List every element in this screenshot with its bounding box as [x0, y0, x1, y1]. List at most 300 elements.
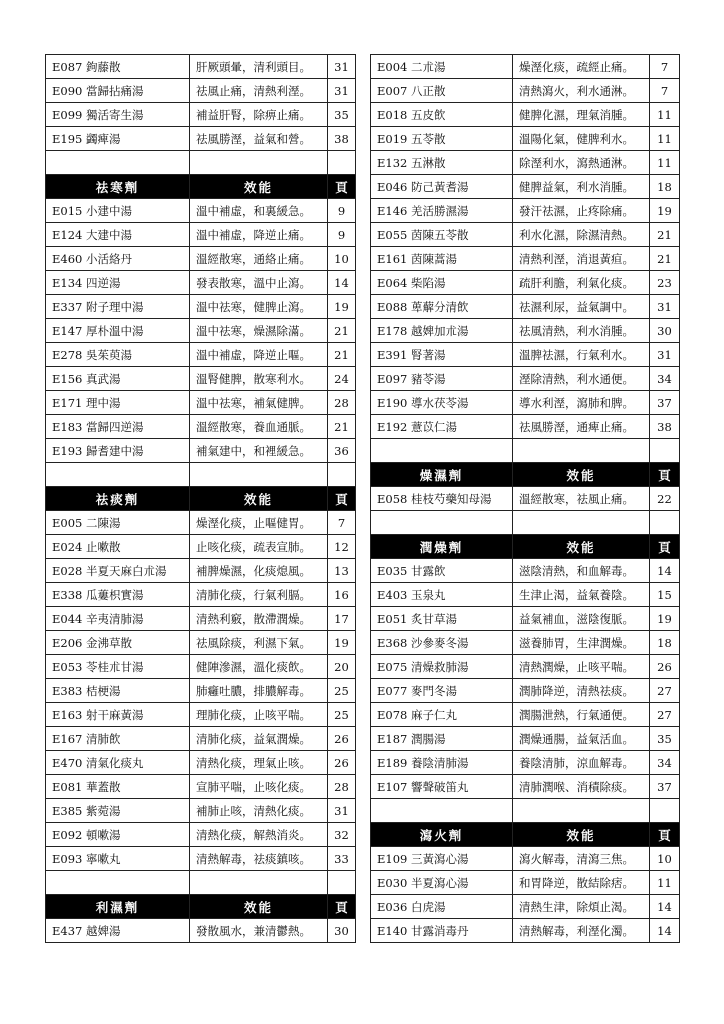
formula-effect: 溫中祛寒，燥濕除滿。: [190, 319, 328, 343]
page-number: 22: [650, 487, 680, 511]
formula-effect: 發表散寒，溫中止瀉。: [190, 271, 328, 295]
page-number: 34: [650, 751, 680, 775]
formula-name: E147 厚朴溫中湯: [46, 319, 190, 343]
page-column-header: 頁: [650, 463, 680, 487]
empty-cell: [650, 439, 680, 463]
blank-row: [371, 799, 680, 823]
formula-effect: 燥溼化痰，疏經止痛。: [513, 55, 650, 79]
formula-row: [46, 775, 356, 799]
formula-name: E055 茵陳五苓散: [371, 223, 513, 247]
formula-name: E132 五淋散: [371, 151, 513, 175]
effect-column-header: 效能: [513, 463, 650, 487]
formula-effect: 溫中祛寒，健脾止瀉。: [190, 295, 328, 319]
empty-cell: [190, 871, 328, 895]
empty-cell: [46, 871, 190, 895]
formula-row: [371, 103, 680, 127]
formula-row: [371, 319, 680, 343]
formula-row: [371, 919, 680, 943]
page-number: 30: [650, 319, 680, 343]
page-number: 25: [328, 679, 356, 703]
page-number: 23: [650, 271, 680, 295]
empty-cell: [190, 151, 328, 175]
category-title: 祛寒劑: [46, 175, 190, 199]
empty-cell: [328, 151, 356, 175]
page-number: 27: [650, 703, 680, 727]
formula-name: E134 四逆湯: [46, 271, 190, 295]
formula-effect: 清熱利竅，散滯潤燥。: [190, 607, 328, 631]
formula-row: [46, 559, 356, 583]
formula-row: [371, 55, 680, 79]
page-column-header: 頁: [650, 823, 680, 847]
formula-name: E007 八正散: [371, 79, 513, 103]
blank-row: [46, 151, 356, 175]
page-number: 10: [650, 847, 680, 871]
empty-cell: [513, 799, 650, 823]
empty-cell: [46, 151, 190, 175]
page-number: 11: [650, 127, 680, 151]
page-number: 11: [650, 871, 680, 895]
formula-row: [46, 103, 356, 127]
category-header-row: [371, 823, 680, 847]
page-number: 24: [328, 367, 356, 391]
page-number: 19: [328, 631, 356, 655]
empty-cell: [328, 871, 356, 895]
category-header-row: [46, 487, 356, 511]
formula-effect: 清肺潤喉、消積除痰。: [513, 775, 650, 799]
category-header-row: [46, 175, 356, 199]
page-number: 31: [328, 55, 356, 79]
formula-effect: 補肺止咳，清熱化痰。: [190, 799, 328, 823]
page-number: 19: [650, 199, 680, 223]
page-number: 21: [328, 343, 356, 367]
formula-row: [371, 127, 680, 151]
formula-row: [371, 871, 680, 895]
page-number: 7: [328, 511, 356, 535]
formula-name: E005 二陳湯: [46, 511, 190, 535]
formula-row: [46, 439, 356, 463]
formula-row: [46, 247, 356, 271]
formula-name: E028 半夏天麻白朮湯: [46, 559, 190, 583]
formula-name: E278 吳茱萸湯: [46, 343, 190, 367]
formula-row: [371, 79, 680, 103]
formula-row: [46, 319, 356, 343]
formula-row: [46, 535, 356, 559]
formula-index-table-left: [45, 54, 356, 943]
formula-name: E077 麥門冬湯: [371, 679, 513, 703]
formula-row: [46, 703, 356, 727]
effect-column-header: 效能: [513, 535, 650, 559]
page-number: 35: [650, 727, 680, 751]
formula-effect: 健脾化濕，理氣消腫。: [513, 103, 650, 127]
page-number: 21: [650, 223, 680, 247]
formula-name: E090 當歸拈痛湯: [46, 79, 190, 103]
category-title: 瀉火劑: [371, 823, 513, 847]
formula-name: E075 清燥救肺湯: [371, 655, 513, 679]
page-number: 28: [328, 775, 356, 799]
formula-effect: 清熱化痰，理氣止咳。: [190, 751, 328, 775]
formula-name: E018 五皮飲: [371, 103, 513, 127]
page-number: 32: [328, 823, 356, 847]
page-number: 15: [650, 583, 680, 607]
formula-name: E109 三黃瀉心湯: [371, 847, 513, 871]
page-column-header: 頁: [328, 175, 356, 199]
formula-name: E124 大建中湯: [46, 223, 190, 247]
formula-effect: 潤肺降逆，清熱祛痰。: [513, 679, 650, 703]
formula-effect: 肺癰吐膿，排膿解毒。: [190, 679, 328, 703]
empty-cell: [513, 439, 650, 463]
formula-effect: 燥溼化痰，止嘔健胃。: [190, 511, 328, 535]
category-header-row: [371, 463, 680, 487]
formula-name: E437 越婢湯: [46, 919, 190, 943]
formula-name: E053 苓桂朮甘湯: [46, 655, 190, 679]
formula-effect: 補脾燥濕，化痰熄風。: [190, 559, 328, 583]
formula-name: E156 真武湯: [46, 367, 190, 391]
formula-row: [371, 679, 680, 703]
formula-effect: 導水利溼，瀉肺和脾。: [513, 391, 650, 415]
formula-row: [371, 775, 680, 799]
formula-effect: 祛風勝溼，益氣和營。: [190, 127, 328, 151]
formula-row: [371, 559, 680, 583]
formula-name: E190 導水茯苓湯: [371, 391, 513, 415]
formula-row: [371, 703, 680, 727]
formula-effect: 健脾益氣，利水消腫。: [513, 175, 650, 199]
formula-name: E391 腎著湯: [371, 343, 513, 367]
page-number: 26: [328, 727, 356, 751]
formula-row: [371, 391, 680, 415]
formula-row: [371, 175, 680, 199]
empty-cell: [328, 463, 356, 487]
formula-row: [46, 679, 356, 703]
formula-row: [46, 823, 356, 847]
page-number: 21: [328, 415, 356, 439]
formula-effect: 肝厥頭暈，清利頭目。: [190, 55, 328, 79]
formula-row: [46, 655, 356, 679]
formula-name: E092 頓嗽湯: [46, 823, 190, 847]
formula-name: E093 寧嗽丸: [46, 847, 190, 871]
formula-name: E019 五苓散: [371, 127, 513, 151]
formula-name: E470 清氣化痰丸: [46, 751, 190, 775]
formula-effect: 溫經散寒，祛風止痛。: [513, 487, 650, 511]
page-column-header: 頁: [650, 535, 680, 559]
formula-effect: 益氣補血，滋陰復脈。: [513, 607, 650, 631]
formula-effect: 清熱利溼，消退黃疸。: [513, 247, 650, 271]
formula-row: [371, 415, 680, 439]
formula-row: [371, 199, 680, 223]
formula-row: [46, 607, 356, 631]
formula-effect: 潤腸泄熱，行氣通便。: [513, 703, 650, 727]
formula-name: E167 清肺飲: [46, 727, 190, 751]
formula-effect: 滋養肺胃，生津潤燥。: [513, 631, 650, 655]
formula-effect: 祛風清熱，利水消腫。: [513, 319, 650, 343]
formula-row: [371, 607, 680, 631]
page-number: 21: [328, 319, 356, 343]
formula-effect: 清肺化痰，益氣潤燥。: [190, 727, 328, 751]
formula-row: [371, 895, 680, 919]
formula-effect: 養陰清肺，涼血解毒。: [513, 751, 650, 775]
formula-name: E078 麻子仁丸: [371, 703, 513, 727]
page-number: 26: [650, 655, 680, 679]
formula-name: E081 華蓋散: [46, 775, 190, 799]
formula-index-table-right: [370, 54, 680, 943]
formula-effect: 溫脾祛濕，行氣利水。: [513, 343, 650, 367]
formula-effect: 溼除清熱，利水通便。: [513, 367, 650, 391]
formula-effect: 溫經散寒，養血通脈。: [190, 415, 328, 439]
formula-row: [371, 151, 680, 175]
category-title: 利濕劑: [46, 895, 190, 919]
formula-name: E099 獨活寄生湯: [46, 103, 190, 127]
effect-column-header: 效能: [190, 175, 328, 199]
formula-row: [46, 391, 356, 415]
category-header-row: [46, 895, 356, 919]
empty-cell: [650, 799, 680, 823]
formula-name: E338 瓜蔞枳實湯: [46, 583, 190, 607]
formula-name: E385 紫菀湯: [46, 799, 190, 823]
formula-effect: 清熱生津，除煩止渴。: [513, 895, 650, 919]
page-number: 30: [328, 919, 356, 943]
formula-row: [371, 223, 680, 247]
formula-effect: 祛濕利尿，益氣調中。: [513, 295, 650, 319]
page-column-header: 頁: [328, 487, 356, 511]
empty-cell: [46, 463, 190, 487]
formula-name: E035 甘露飲: [371, 559, 513, 583]
formula-name: E195 蠲痺湯: [46, 127, 190, 151]
page-number: 31: [650, 295, 680, 319]
formula-name: E030 半夏瀉心湯: [371, 871, 513, 895]
category-title: 燥濕劑: [371, 463, 513, 487]
page-number: 14: [650, 895, 680, 919]
formula-name: E183 當歸四逆湯: [46, 415, 190, 439]
page-number: 33: [328, 847, 356, 871]
formula-name: E163 射干麻黃湯: [46, 703, 190, 727]
formula-row: [371, 751, 680, 775]
formula-row: [371, 655, 680, 679]
formula-effect: 潤燥通腸，益氣活血。: [513, 727, 650, 751]
formula-name: E161 茵陳蒿湯: [371, 247, 513, 271]
formula-effect: 溫中補虛，降逆止痛。: [190, 223, 328, 247]
effect-column-header: 效能: [513, 823, 650, 847]
page-number: 11: [650, 103, 680, 127]
formula-row: [46, 919, 356, 943]
formula-name: E337 附子理中湯: [46, 295, 190, 319]
formula-row: [46, 367, 356, 391]
formula-effect: 清熱潤燥，止咳平喘。: [513, 655, 650, 679]
formula-effect: 祛風勝溼，通痺止痛。: [513, 415, 650, 439]
formula-effect: 健陣滲濕，溫化痰飲。: [190, 655, 328, 679]
formula-row: [371, 847, 680, 871]
category-title: 祛痰劑: [46, 487, 190, 511]
formula-row: [46, 751, 356, 775]
formula-name: E015 小建中湯: [46, 199, 190, 223]
page-number: 26: [328, 751, 356, 775]
formula-name: E140 甘露消毒丹: [371, 919, 513, 943]
formula-name: E087 鉤藤散: [46, 55, 190, 79]
formula-effect: 清熱瀉火，利水通淋。: [513, 79, 650, 103]
category-header-row: [371, 535, 680, 559]
formula-name: E051 炙甘草湯: [371, 607, 513, 631]
formula-row: [46, 583, 356, 607]
formula-row: [371, 631, 680, 655]
formula-effect: 清熱化痰，解熱消炎。: [190, 823, 328, 847]
formula-effect: 瀉火解毒，清瀉三焦。: [513, 847, 650, 871]
formula-effect: 宣肺平喘，止咳化痰。: [190, 775, 328, 799]
page-number: 14: [328, 271, 356, 295]
formula-name: E024 止嗽散: [46, 535, 190, 559]
formula-effect: 和胃降逆，散結除痞。: [513, 871, 650, 895]
formula-row: [371, 583, 680, 607]
formula-name: E171 理中湯: [46, 391, 190, 415]
page-number: 19: [650, 607, 680, 631]
page-number: 12: [328, 535, 356, 559]
formula-row: [371, 727, 680, 751]
empty-cell: [371, 799, 513, 823]
formula-name: E460 小活絡丹: [46, 247, 190, 271]
page-number: 31: [328, 799, 356, 823]
formula-row: [46, 55, 356, 79]
formula-row: [46, 799, 356, 823]
formula-name: E107 響聲破笛丸: [371, 775, 513, 799]
page-number: 37: [650, 775, 680, 799]
page-number: 14: [650, 919, 680, 943]
formula-effect: 溫中補虛，降逆止嘔。: [190, 343, 328, 367]
formula-row: [46, 847, 356, 871]
formula-effect: 滋陰清熱，和血解毒。: [513, 559, 650, 583]
formula-row: [46, 271, 356, 295]
page-column-header: 頁: [328, 895, 356, 919]
page-number: 14: [650, 559, 680, 583]
formula-row: [371, 295, 680, 319]
empty-cell: [650, 511, 680, 535]
formula-effect: 清熱解毒，利溼化濁。: [513, 919, 650, 943]
page-number: 19: [328, 295, 356, 319]
page-number: 9: [328, 223, 356, 247]
formula-name: E403 玉泉丸: [371, 583, 513, 607]
formula-name: E064 柴陷湯: [371, 271, 513, 295]
page-number: 38: [328, 127, 356, 151]
formula-effect: 發汗祛濕，止疼除痛。: [513, 199, 650, 223]
formula-effect: 祛風止痛，清熱利溼。: [190, 79, 328, 103]
formula-row: [371, 343, 680, 367]
page-number: 25: [328, 703, 356, 727]
formula-name: E058 桂枝芍藥知母湯: [371, 487, 513, 511]
blank-row: [46, 871, 356, 895]
formula-effect: 生津止渴，益氣養陰。: [513, 583, 650, 607]
page-number: 34: [650, 367, 680, 391]
formula-row: [46, 223, 356, 247]
page-number: 18: [650, 175, 680, 199]
formula-effect: 溫經散寒，通絡止痛。: [190, 247, 328, 271]
page-number: 36: [328, 439, 356, 463]
formula-name: E193 歸耆建中湯: [46, 439, 190, 463]
empty-cell: [190, 463, 328, 487]
formula-name: E187 潤腸湯: [371, 727, 513, 751]
formula-row: [371, 247, 680, 271]
formula-name: E046 防己黃耆湯: [371, 175, 513, 199]
category-title: 潤燥劑: [371, 535, 513, 559]
left-column: [45, 54, 356, 943]
formula-name: E036 白虎湯: [371, 895, 513, 919]
empty-cell: [371, 511, 513, 535]
formula-effect: 溫中祛寒，補氣健脾。: [190, 391, 328, 415]
formula-row: [46, 631, 356, 655]
page-number: 17: [328, 607, 356, 631]
page-number: 7: [650, 79, 680, 103]
formula-name: E097 豬苓湯: [371, 367, 513, 391]
page-number: 28: [328, 391, 356, 415]
page-number: 31: [650, 343, 680, 367]
page-number: 21: [650, 247, 680, 271]
formula-name: E192 薏苡仁湯: [371, 415, 513, 439]
formula-row: [46, 79, 356, 103]
formula-effect: 清熱解毒，祛痰鎮咳。: [190, 847, 328, 871]
formula-effect: 利水化濕，除濕清熱。: [513, 223, 650, 247]
formula-name: E088 萆薢分清飲: [371, 295, 513, 319]
formula-effect: 止咳化痰，疏表宣肺。: [190, 535, 328, 559]
page-number: 27: [650, 679, 680, 703]
formula-effect: 補氣建中，和裡緩急。: [190, 439, 328, 463]
formula-name: E383 桔梗湯: [46, 679, 190, 703]
formula-effect: 除溼利水，瀉熱通淋。: [513, 151, 650, 175]
page-number: 9: [328, 199, 356, 223]
effect-column-header: 效能: [190, 895, 328, 919]
formula-effect: 疏肝利膽，利氣化痰。: [513, 271, 650, 295]
formula-row: [46, 727, 356, 751]
page-number: 20: [328, 655, 356, 679]
formula-row: [46, 415, 356, 439]
formula-effect: 溫陽化氣，健脾利水。: [513, 127, 650, 151]
empty-cell: [513, 511, 650, 535]
formula-effect: 清肺化痰，行氣利膈。: [190, 583, 328, 607]
formula-row: [371, 271, 680, 295]
formula-effect: 祛風除痰，利濕下氣。: [190, 631, 328, 655]
formula-row: [46, 127, 356, 151]
formula-row: [46, 295, 356, 319]
formula-effect: 溫腎健脾，散寒利水。: [190, 367, 328, 391]
empty-cell: [371, 439, 513, 463]
formula-row: [371, 487, 680, 511]
formula-row: [46, 343, 356, 367]
page-number: 18: [650, 631, 680, 655]
formula-effect: 理肺化痰，止咳平喘。: [190, 703, 328, 727]
blank-row: [371, 511, 680, 535]
formula-name: E146 羌活勝濕湯: [371, 199, 513, 223]
formula-effect: 發散風水，兼清鬱熱。: [190, 919, 328, 943]
formula-row: [46, 199, 356, 223]
right-column: [370, 54, 680, 943]
page-number: 10: [328, 247, 356, 271]
page-number: 38: [650, 415, 680, 439]
effect-column-header: 效能: [190, 487, 328, 511]
formula-name: E178 越婢加朮湯: [371, 319, 513, 343]
page-number: 16: [328, 583, 356, 607]
blank-row: [371, 439, 680, 463]
formula-row: [46, 511, 356, 535]
formula-name: E189 養陰清肺湯: [371, 751, 513, 775]
formula-name: E206 金沸草散: [46, 631, 190, 655]
page-number: 35: [328, 103, 356, 127]
page-number: 31: [328, 79, 356, 103]
page-number: 11: [650, 151, 680, 175]
formula-name: E368 沙參麥冬湯: [371, 631, 513, 655]
formula-effect: 溫中補虛，和裏緩急。: [190, 199, 328, 223]
blank-row: [46, 463, 356, 487]
formula-name: E044 辛夷清肺湯: [46, 607, 190, 631]
formula-name: E004 二朮湯: [371, 55, 513, 79]
page-number: 13: [328, 559, 356, 583]
page-number: 37: [650, 391, 680, 415]
formula-effect: 補益肝腎，除痹止痛。: [190, 103, 328, 127]
page-number: 7: [650, 55, 680, 79]
formula-row: [371, 367, 680, 391]
